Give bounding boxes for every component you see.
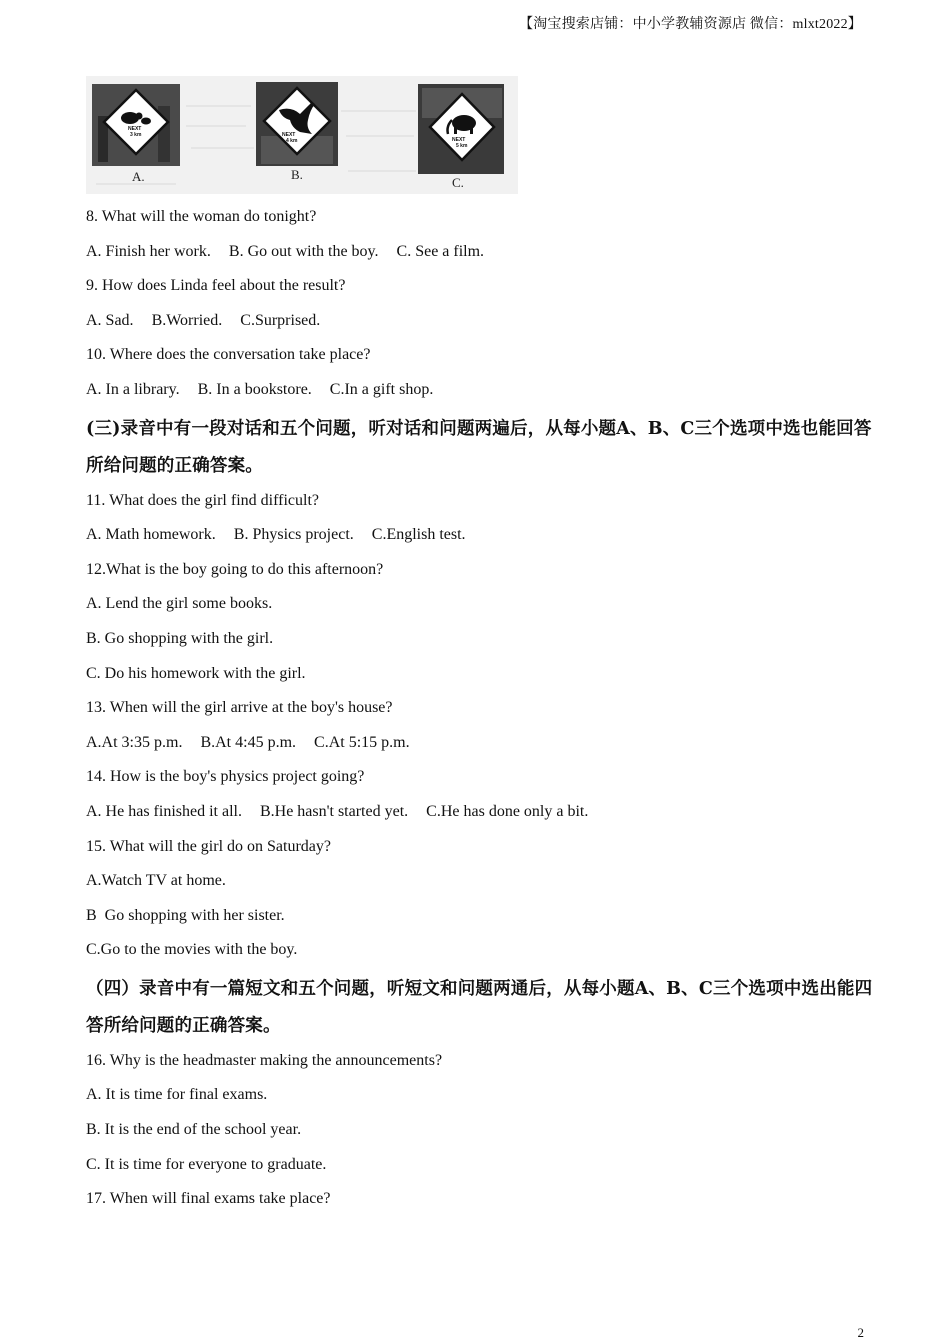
- options-11: [86, 525, 876, 545]
- option-10a: A. In a library.: [86, 380, 180, 398]
- options-10: [86, 380, 876, 400]
- option-8b: B. Go out with the boy.: [228, 242, 379, 260]
- question-list: [86, 207, 876, 1224]
- option-15a: A.Watch TV at home.: [86, 872, 226, 890]
- question-11: 11. What does the girl find difficult?: [86, 491, 319, 509]
- page-header: 【淘宝搜索店铺：中小学教辅资源店 微信：mlxt2022】: [519, 17, 862, 32]
- option-12c: C. Do his homework with the girl.: [86, 664, 306, 682]
- options-14: [86, 802, 876, 822]
- options-13: [86, 733, 876, 753]
- road-signs-image: [86, 76, 518, 194]
- page-number: 2: [857, 1325, 864, 1340]
- question-15: 15. What will the girl do on Saturday?: [86, 837, 331, 855]
- options-8: [86, 242, 876, 262]
- option-14a: A. He has finished it all.: [86, 802, 242, 820]
- sign-b-next: NEXT: [282, 132, 296, 138]
- question-12: 12.What is the boy going to do this afternoon?: [86, 560, 384, 578]
- option-16c: C. It is time for everyone to graduate.: [86, 1155, 327, 1173]
- option-14b: B.He hasn't started yet.: [259, 802, 409, 820]
- sign-b-distance: 4 km: [286, 138, 298, 144]
- section-3-instructions: (三)录音中有一段对话和五个问题，听对话和问题两遍后，从每小题A、B、C三个选项中选也能回答所给问题的正确答案。: [86, 418, 872, 476]
- question-16: 16. Why is the headmaster making the announcements?: [86, 1051, 443, 1069]
- question-14: 14. How is the boy's physics project going?: [86, 768, 365, 786]
- option-9b: B.Worried.: [151, 311, 223, 329]
- options-9: [86, 311, 876, 331]
- option-13a: A.At 3:35 p.m.: [86, 733, 183, 751]
- option-11a: A. Math homework.: [86, 526, 216, 544]
- question-10: 10. Where does the conversation take place?: [86, 346, 371, 364]
- option-16a: A. It is time for final exams.: [86, 1086, 268, 1104]
- option-11b: B. Physics project.: [233, 526, 354, 544]
- option-15b: B Go shopping with her sister.: [86, 906, 285, 924]
- sign-a-next: NEXT: [128, 126, 142, 132]
- option-12b: B. Go shopping with the girl.: [86, 629, 274, 647]
- sign-a-label: A.: [132, 169, 145, 184]
- sign-c-distance: 5 km: [456, 143, 468, 149]
- option-11c: C.English test.: [371, 526, 466, 544]
- option-13b: B.At 4:45 p.m.: [200, 733, 297, 751]
- option-14c: C.He has done only a bit.: [426, 802, 589, 820]
- sign-c-label: C.: [452, 175, 464, 190]
- option-13c: C.At 5:15 p.m.: [314, 733, 410, 751]
- sign-a-distance: 3 km: [130, 132, 142, 138]
- option-10c: C.In a gift shop.: [329, 380, 434, 398]
- option-10b: B. In a bookstore.: [197, 380, 312, 398]
- sign-c-next: NEXT: [452, 137, 466, 143]
- question-9: 9. How does Linda feel about the result?: [86, 277, 346, 295]
- question-17: 17. When will final exams take place?: [86, 1190, 331, 1208]
- option-15c: C.Go to the movies with the boy.: [86, 941, 298, 959]
- section-4-instructions: （四）录音中有一篇短文和五个问题，听短文和问题两通后，从每小题A、B、C三个选项中选出能四答所给问题的正确答案。: [86, 978, 873, 1036]
- sign-b-label: B.: [291, 167, 303, 182]
- option-8a: A. Finish her work.: [86, 242, 211, 260]
- option-16b: B. It is the end of the school year.: [86, 1121, 302, 1139]
- question-8: 8. What will the woman do tonight?: [86, 208, 317, 225]
- option-12a: A. Lend the girl some books.: [86, 595, 273, 613]
- option-9a: A. Sad.: [86, 311, 134, 329]
- option-8c: C. See a film.: [396, 242, 485, 260]
- option-9c: C.Surprised.: [240, 311, 321, 329]
- question-13: 13. When will the girl arrive at the boy's house?: [86, 699, 393, 717]
